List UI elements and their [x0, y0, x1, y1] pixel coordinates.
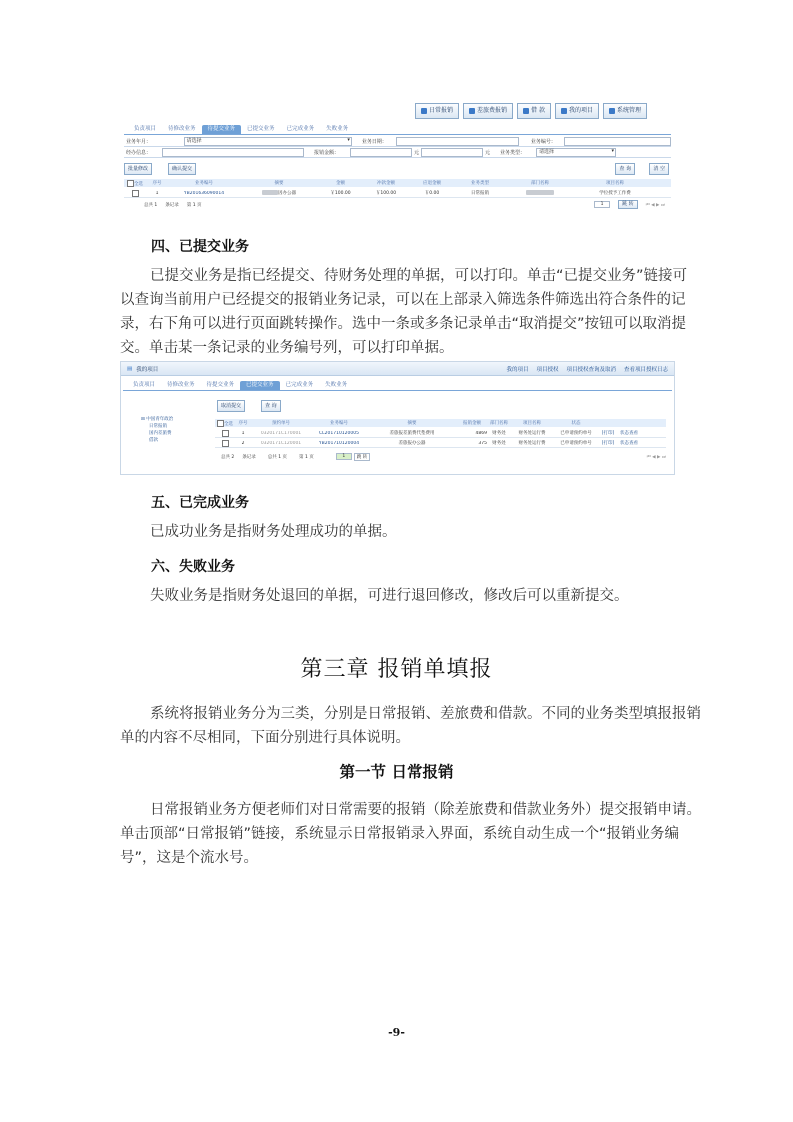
daily-reimburse-button[interactable]: 日常报销	[415, 103, 459, 119]
pager: 总共 1 条记录 第 1 页 1 跳 转 ⏮ ◀ ▶ ⏭	[144, 201, 665, 208]
tab-to-submit[interactable]: 待提交业务	[206, 382, 235, 388]
biz-no-link[interactable]: YB201710120004	[318, 440, 360, 446]
window-title: 我的项目	[136, 366, 159, 373]
tab-failed[interactable]: 失败业务	[326, 126, 349, 132]
biz-no-link[interactable]: YB201636090014	[183, 190, 225, 196]
window-titlebar	[121, 362, 674, 376]
section6-body: 失败业务是指财务处退回的单据，可进行退回修改，修改后可以重新提交。	[150, 588, 629, 604]
tab-bar	[128, 125, 354, 134]
tab-to-submit[interactable]: 待提交业务	[202, 125, 242, 134]
redacted-block	[526, 190, 554, 195]
clear-button[interactable]: 清 空	[649, 163, 669, 175]
tab-divider	[124, 134, 671, 135]
filter-form	[124, 136, 671, 158]
select-all-checkbox[interactable]	[127, 180, 134, 187]
table-row: 1 YB201636090014 因办公器 ￥100.00 ￥100.00 ￥0.00 日常报销 学位授予工作费	[124, 189, 671, 198]
amount-label: 报销金额：	[314, 149, 340, 156]
tab-completed[interactable]: 已完成业务	[285, 382, 314, 388]
biz-no-input[interactable]	[564, 137, 671, 146]
select-all-checkbox[interactable]	[217, 420, 224, 427]
tab-submitted[interactable]: 已提交业务	[247, 126, 275, 132]
amount-min-input[interactable]	[350, 148, 412, 157]
biz-date-input[interactable]	[396, 137, 519, 146]
biz-no-link[interactable]: CL201710120005	[318, 430, 359, 436]
search-button[interactable]: 查 询	[261, 400, 281, 412]
go-button[interactable]: 跳 转	[354, 453, 370, 461]
tab-failed[interactable]: 失败业务	[325, 382, 348, 388]
tree-item-daily[interactable]: 日常报销	[149, 424, 167, 429]
table-row: 2 0320171C120001 YB201710120004 差旅报办公器 375 财务处 财务处运行费 已申请预约单号 [打印] 状态查看	[215, 439, 666, 448]
pager-nav-icon[interactable]: ⏮ ◀ ▶ ⏭	[646, 454, 666, 460]
link-auth-log[interactable]: 查看项目授权日志	[623, 366, 668, 373]
page-input[interactable]: 1	[336, 453, 352, 460]
window-icon: ▤	[127, 365, 133, 372]
row-checkbox[interactable]	[132, 190, 139, 197]
system-manage-button[interactable]: 系统管理	[603, 103, 647, 119]
status-view-link[interactable]: 状态查看	[620, 441, 638, 446]
go-button[interactable]: 跳 转	[618, 200, 638, 209]
status-view-link[interactable]: 状态查看	[620, 431, 638, 436]
loan-button[interactable]: 借 款	[517, 103, 551, 119]
car-icon	[469, 108, 475, 114]
tab-submitted[interactable]: 已提交业务	[240, 381, 280, 390]
biz-month-select[interactable]: 请选择 ▾	[184, 137, 352, 146]
confirm-submit-button[interactable]: 确认提交	[168, 163, 196, 175]
table-header: 全选 序号 预约单号 业务编号 摘要 报销金额 部门名称 项目名称 状态	[215, 419, 666, 427]
cancel-submit-button[interactable]: 取消提交	[217, 400, 245, 412]
page-input[interactable]: 1	[594, 201, 610, 208]
type-label: 业务类型：	[500, 149, 526, 156]
tab-to-modify[interactable]: 待修改业务	[168, 126, 196, 132]
tab-bar	[127, 381, 353, 390]
tree-item-loan[interactable]: 借款	[149, 438, 158, 443]
biz-month-label: 业务年月：	[126, 138, 152, 145]
screenshot-submitted-business	[120, 361, 675, 475]
section5-heading: 五、已完成业务	[151, 495, 249, 511]
page-number: -9-	[388, 1026, 405, 1039]
batch-modify-button[interactable]: 批量修改	[124, 163, 152, 175]
doc-icon	[421, 108, 427, 114]
tree-item-travel[interactable]: 国内差旅费	[149, 431, 172, 436]
section4-body: 已提交业务是指已经提交、待财务处理的单据，可以打印。单击“已提交业务”链接可 以查询当前用户已经提交的报销业务记录，可以在上部录入筛选条件筛选出符合条件的记 录，右下角可以进行页面跳转操作。选中一条或多条记录单击“取消提交”按钮可以取消提 交。单击某一条记录的业务编号列，可以打印单据。	[120, 268, 688, 356]
print-link[interactable]: [打印]	[601, 441, 615, 446]
action-bar	[124, 162, 671, 175]
section6-heading: 六、失败业务	[151, 559, 235, 575]
row-checkbox[interactable]	[222, 430, 229, 437]
biz-no-label: 业务编号：	[530, 138, 556, 145]
tab-divider	[123, 390, 672, 391]
my-project-button[interactable]: 我的项目	[555, 103, 599, 119]
pager-nav-icon[interactable]: ⏮ ◀ ▶ ⏭	[645, 202, 665, 208]
tree-root[interactable]: ⊟ 中国青年政治	[141, 417, 174, 422]
section-title: 第一节 日常报销	[339, 763, 454, 781]
tab-projects[interactable]: 负责项目	[134, 126, 157, 132]
gear-icon	[609, 108, 615, 114]
link-my-project[interactable]: 我的项目	[506, 366, 529, 373]
link-auth-query[interactable]: 项目授权查询及取消	[566, 366, 616, 373]
top-menu	[415, 103, 647, 119]
redacted-block	[262, 190, 278, 195]
handler-input[interactable]	[162, 148, 304, 157]
print-link[interactable]: [打印]	[601, 431, 615, 436]
tab-to-modify[interactable]: 待修改业务	[167, 382, 195, 388]
amount-unit: 元	[485, 149, 491, 156]
row-checkbox[interactable]	[222, 440, 229, 447]
section4-heading: 四、已提交业务	[151, 239, 249, 255]
money-icon	[523, 108, 529, 114]
chapter3-intro: 系统将报销业务分为三类，分别是日常报销、差旅费和借款。不同的业务类型填报报销 单的内容不尽相同，下面分别进行具体说明。	[120, 706, 701, 746]
screenshot-pending-business	[120, 100, 673, 216]
travel-reimburse-button[interactable]: 差旅费报销	[463, 103, 513, 119]
section1-body: 日常报销业务方便老师们对日常需要的报销（除差旅费和借款业务外）提交报销申请。 单击顶部“日常报销”链接，系统显示日常报销录入界面，系统自动生成一个“报销业务编 号”，这是个流水号。	[120, 802, 701, 866]
folder-icon	[561, 108, 567, 114]
amount-max-input[interactable]	[421, 148, 483, 157]
biz-date-label: 业务日期：	[361, 138, 387, 145]
project-tree	[141, 416, 173, 444]
link-project-auth[interactable]: 项目授权	[536, 366, 559, 373]
type-select[interactable]: 请选择 ▾	[536, 148, 616, 157]
amount-sep: 元	[414, 149, 420, 156]
handler-label: 经办信息：	[126, 149, 152, 156]
search-button[interactable]: 查 询	[615, 163, 635, 175]
chapter-title: 第三章 报销单填报	[300, 657, 493, 682]
tab-completed[interactable]: 已完成业务	[286, 126, 315, 132]
section5-body: 已成功业务是指财务处理成功的单据。	[150, 524, 397, 540]
table-row: 1 0320171C170001 CL201710120005 差旅报差旅费代垫费用 4869 财务处 财务处运行费 已申请预约单号 [打印] 状态查看	[215, 429, 666, 438]
pager: 总共 2 条记录 总共 1 页 第 1 页 1 跳 转 ⏮ ◀ ▶ ⏭	[221, 454, 666, 460]
tab-projects[interactable]: 负责项目	[133, 382, 156, 388]
table-header: 全选 序号 业务编号 摘要 金额 冲款金额 应退金额 业务类型 部门名称 项目名称	[124, 179, 671, 187]
